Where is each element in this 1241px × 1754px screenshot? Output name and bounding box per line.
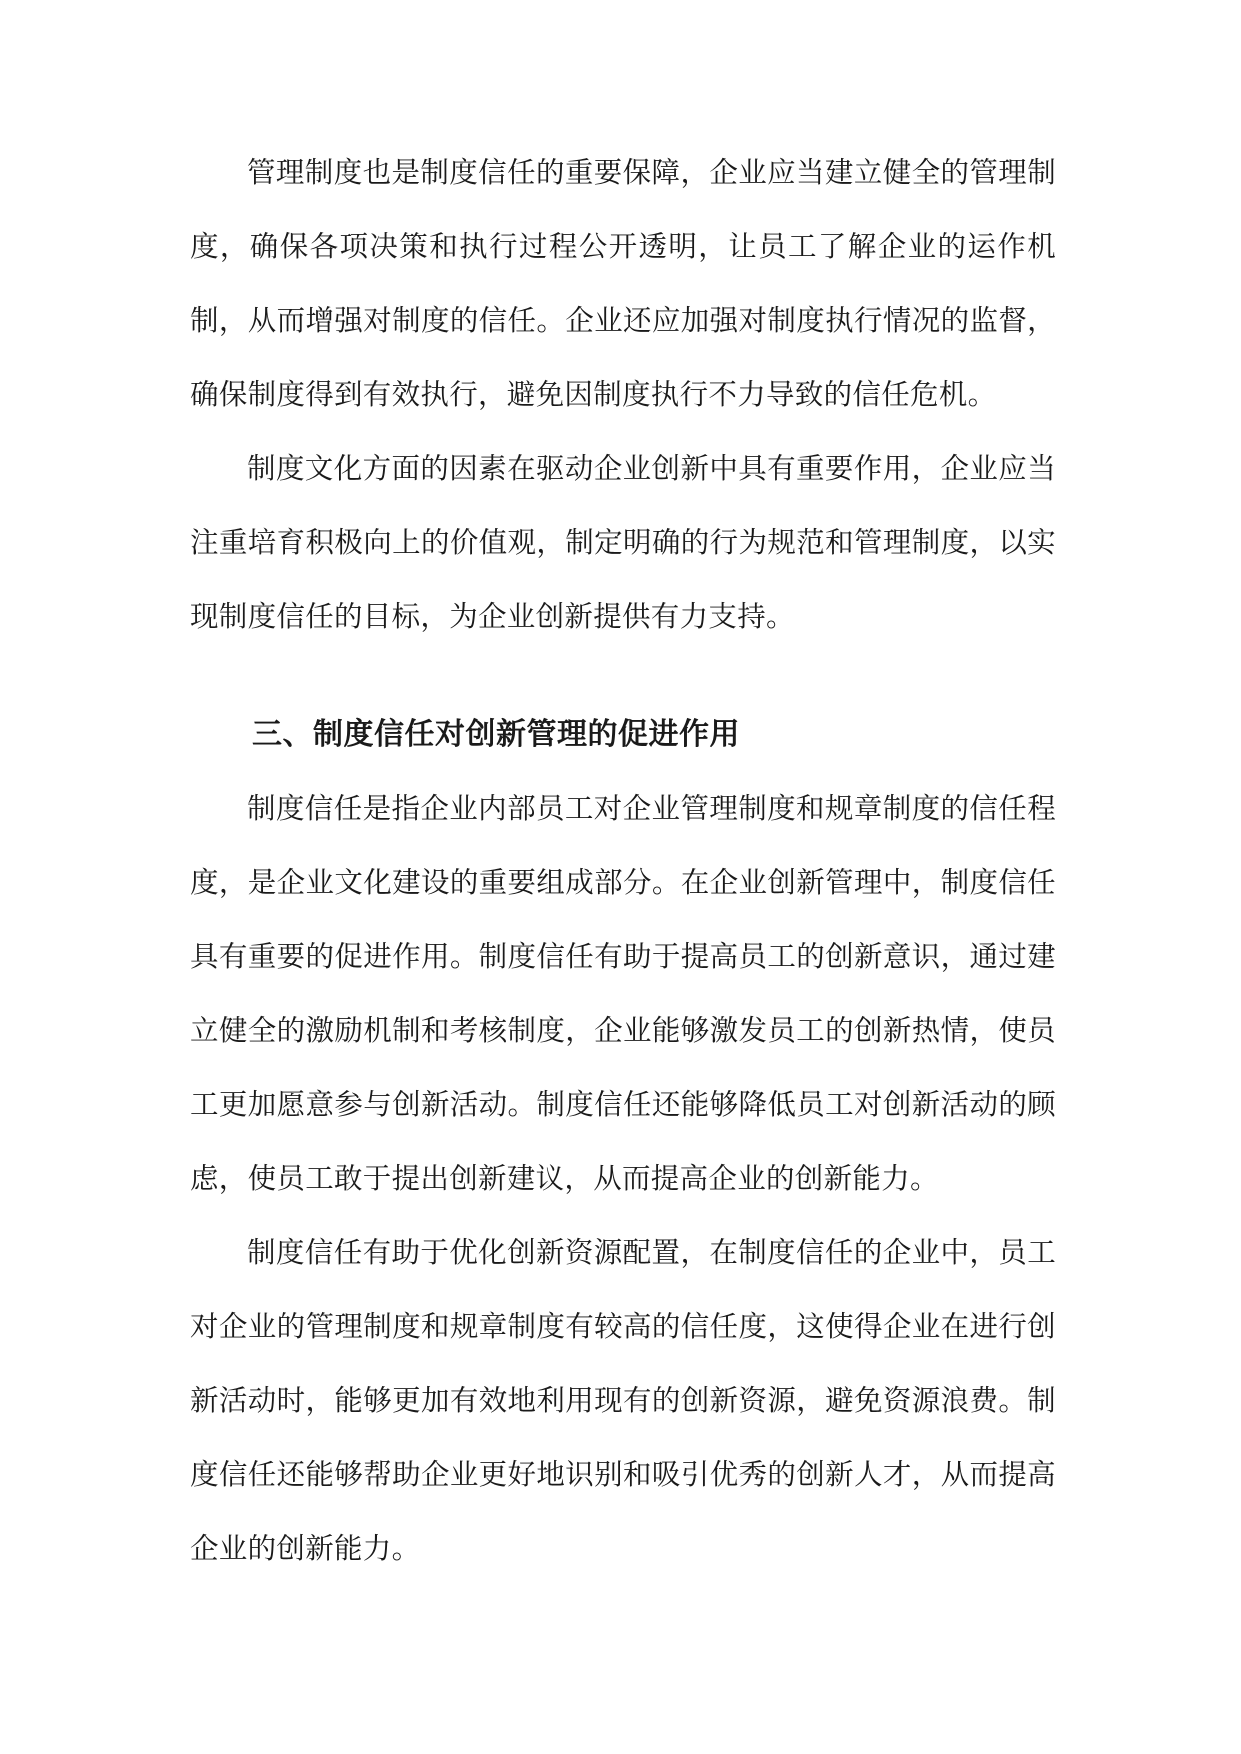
paragraph-resource-allocation: 制度信任有助于优化创新资源配置，在制度信任的企业中，员工对企业的管理制度和规章制度有较高的信任度，这使得企业在进行创新活动时，能够更加有效地利用现有的创新资源，避免资源浪费。制度信任还能够帮助企业更好地识别和吸引优秀的创新人才，从而提高企业的创新能力。 xyxy=(190,1236,1056,1565)
section-heading: 三、制度信任对创新管理的促进作用 xyxy=(252,717,740,752)
paragraph-management-system: 管理制度也是制度信任的重要保障，企业应当建立健全的管理制度，确保各项决策和执行过程公开透明，让员工了解企业的运作机制，从而增强对制度的信任。企业还应加强对制度执行情况的监督，确保制度得到有效执行，避免因制度执行不力导致的信任危机。 xyxy=(190,156,1056,411)
document-body xyxy=(190,136,1056,1586)
paragraph-institutional-culture: 制度文化方面的因素在驱动企业创新中具有重要作用，企业应当注重培育积极向上的价值观，制定明确的行为规范和管理制度，以实现制度信任的目标，为企业创新提供有力支持。 xyxy=(190,452,1056,633)
paragraph-trust-definition: 制度信任是指企业内部员工对企业管理制度和规章制度的信任程度，是企业文化建设的重要组成部分。在企业创新管理中，制度信任具有重要的促进作用。制度信任有助于提高员工的创新意识，通过建立健全的激励机制和考核制度，企业能够激发员工的创新热情，使员工更加愿意参与创新活动。制度信任还能够降低员工对创新活动的顾虑，使员工敢于提出创新建议，从而提高企业的创新能力。 xyxy=(190,792,1056,1195)
